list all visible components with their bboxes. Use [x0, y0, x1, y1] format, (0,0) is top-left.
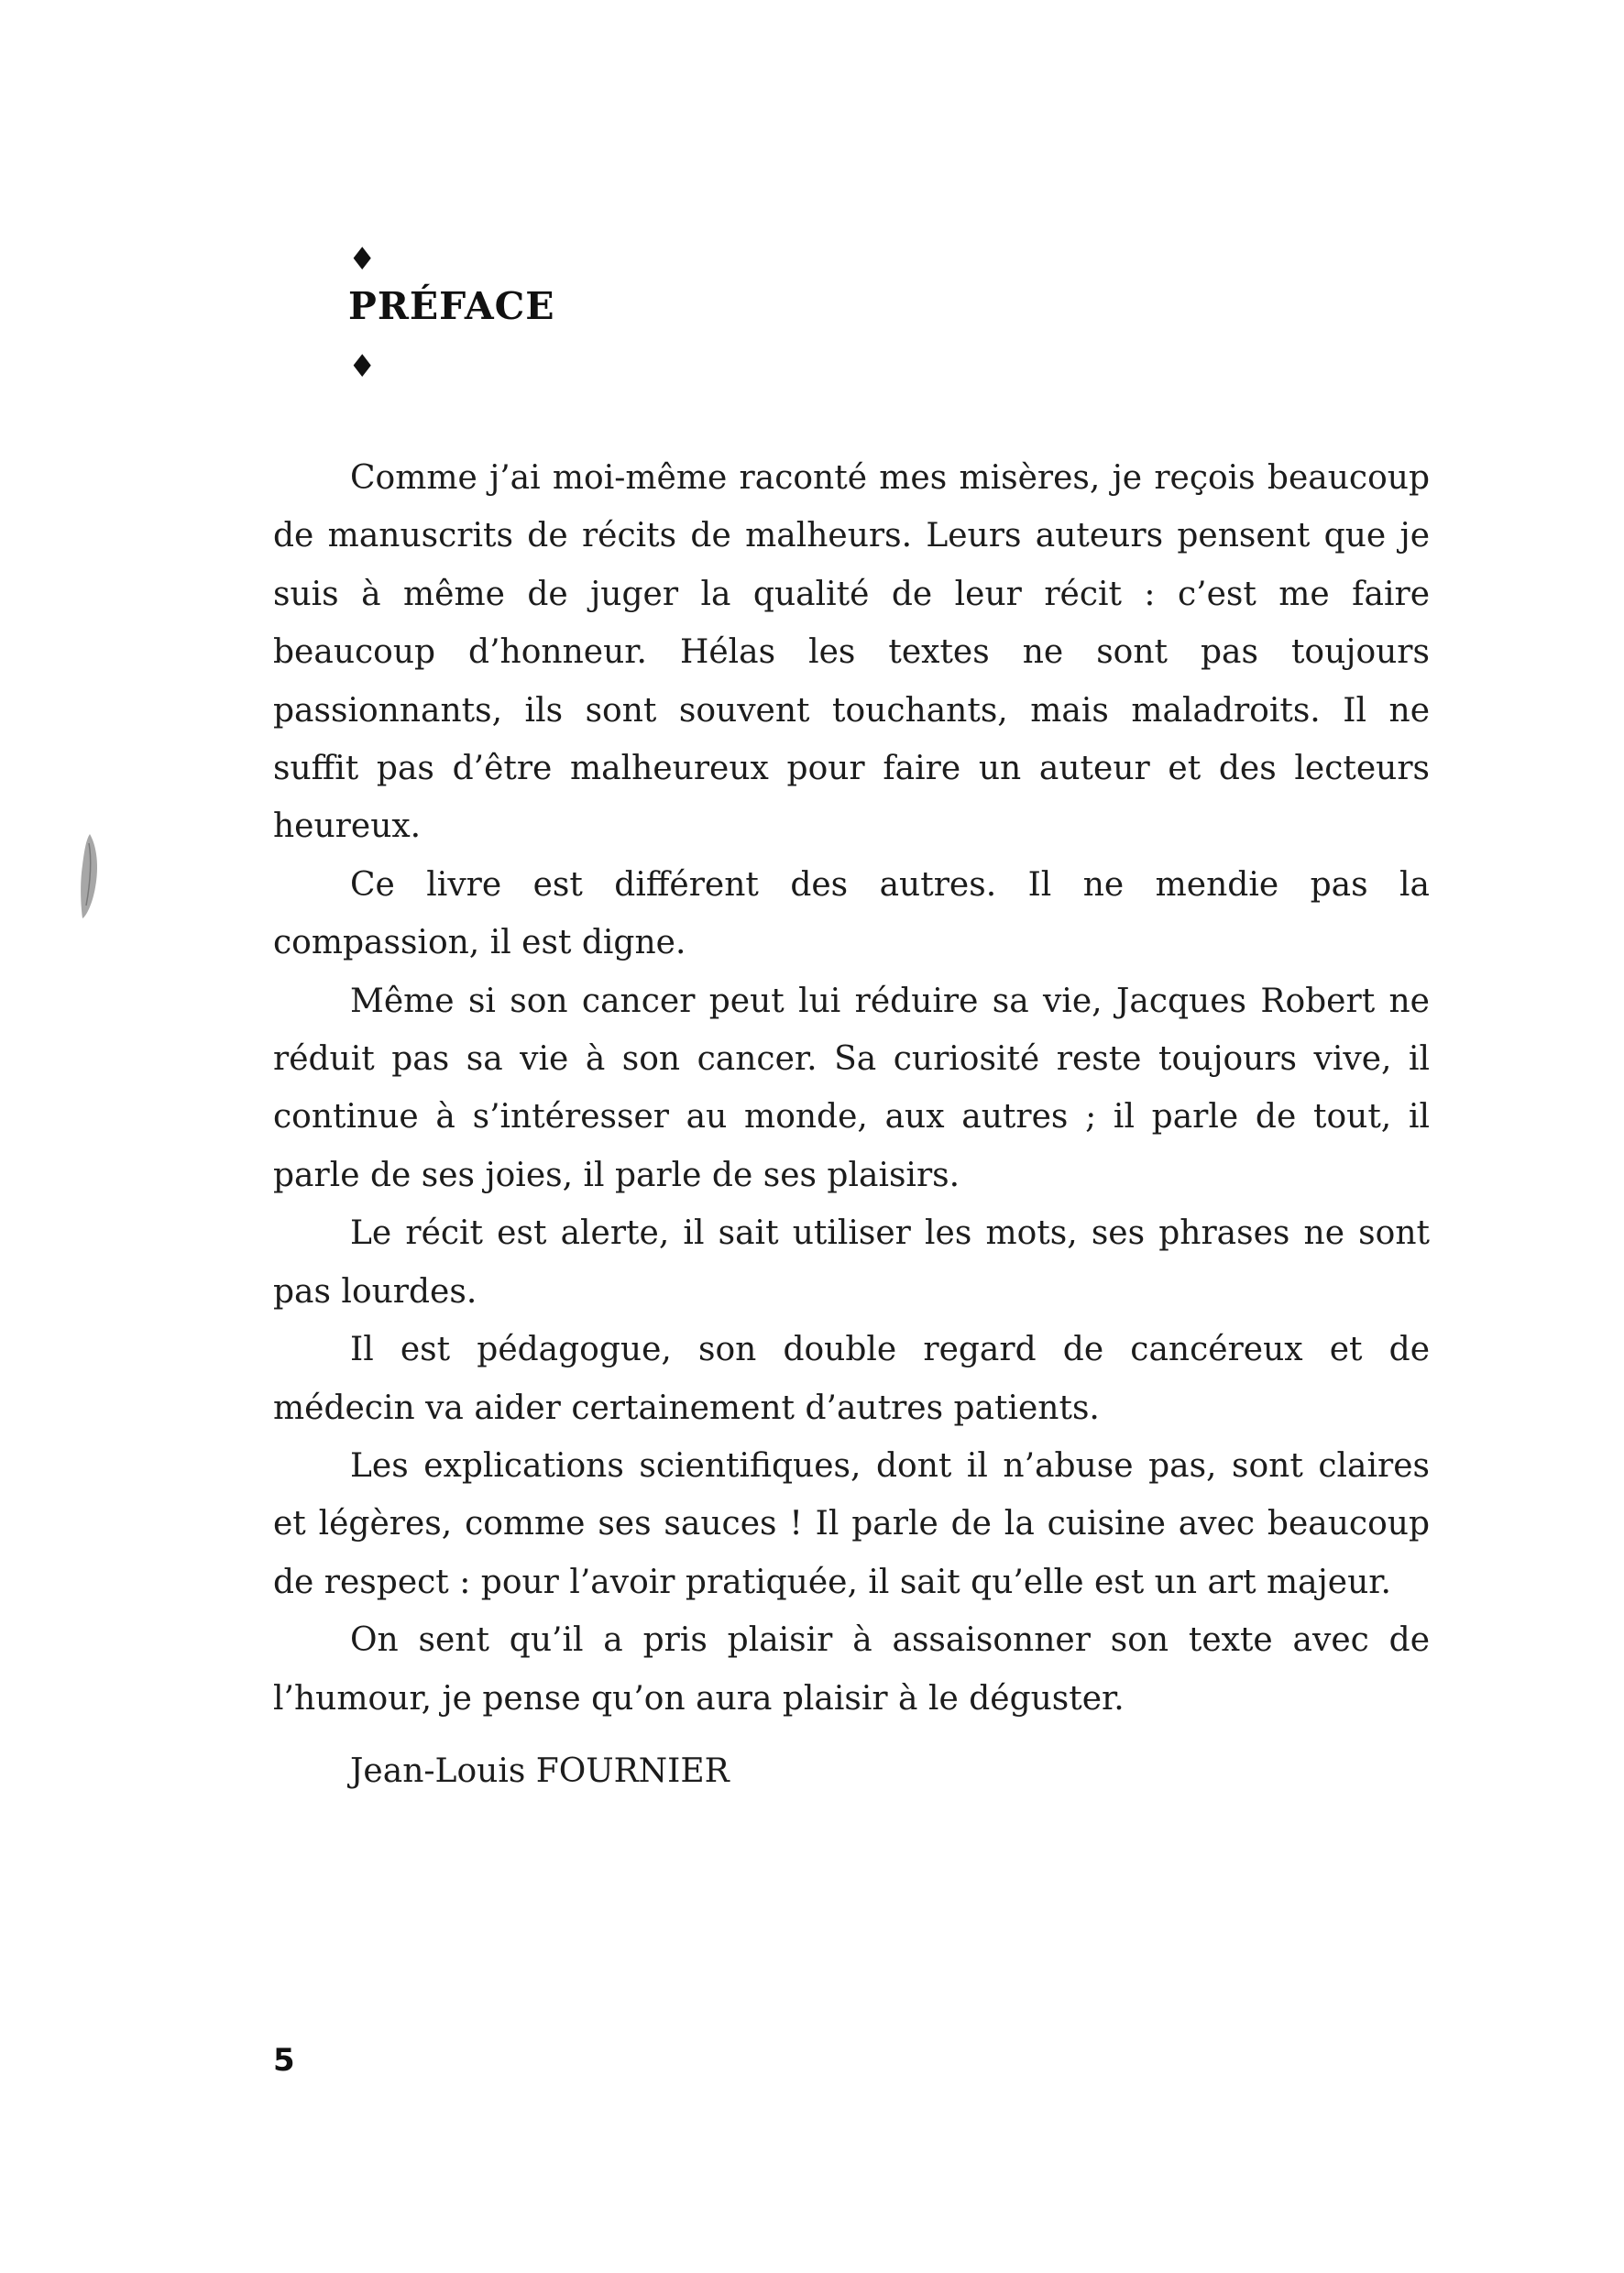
preface-body	[273, 449, 1430, 1728]
paragraph-6: Les explications scientifiques, dont il n’abuse pas, sont claires et légères, comme ses sauces ! Il parle de la cuisine avec beaucoup de respect : pour l’avoir pratiquée, il sait qu’elle est un art majeur.	[273, 1446, 1430, 1601]
paragraph-3: Même si son cancer peut lui réduire sa vie, Jacques Robert ne réduit pas sa vie à son cancer. Sa curiosité reste toujours vive, il continue à s’intéresser au monde, aux autres ; il parle de tout, il parle de ses joies, il parle de ses plaisirs.	[273, 982, 1430, 1194]
paragraph-5: Il est pédagogue, son double regard de cancéreux et de médecin va aider certainement d’autres patients.	[273, 1331, 1430, 1427]
author-signature: Jean-Louis FOURNIER	[350, 1752, 730, 1790]
page-title: PRÉFACE	[348, 284, 555, 328]
ornament-diamond-top: ♦	[348, 241, 377, 278]
paragraph-4: Le récit est alerte, il sait utiliser les mots, ses phrases ne sont pas lourdes.	[273, 1214, 1430, 1311]
margin-smudge-mark	[75, 830, 103, 922]
ornament-diamond-bottom: ♦	[348, 348, 377, 385]
paragraph-2: Ce livre est différent des autres. Il ne mendie pas la compassion, il est digne.	[273, 865, 1430, 962]
paragraph-1: Comme j’ai moi-même raconté mes misères, je reçois beaucoup de manuscrits de récits de malheurs. Leurs auteurs pensent que je suis à même de juger la qualité de leur récit : c’est me faire beaucoup d’honneur. Hélas les textes ne sont pas toujours passionnants, ils sont souvent touchants, mais maladroits. Il ne suffit pas d’être malheureux pour faire un auteur et des lecteurs heureux.	[273, 459, 1430, 846]
paragraph-7: On sent qu’il a pris plaisir à assaisonner son texte avec de l’humour, je pense qu’on aura plaisir à le déguster.	[273, 1621, 1430, 1718]
page-number: 5	[273, 2042, 295, 2079]
